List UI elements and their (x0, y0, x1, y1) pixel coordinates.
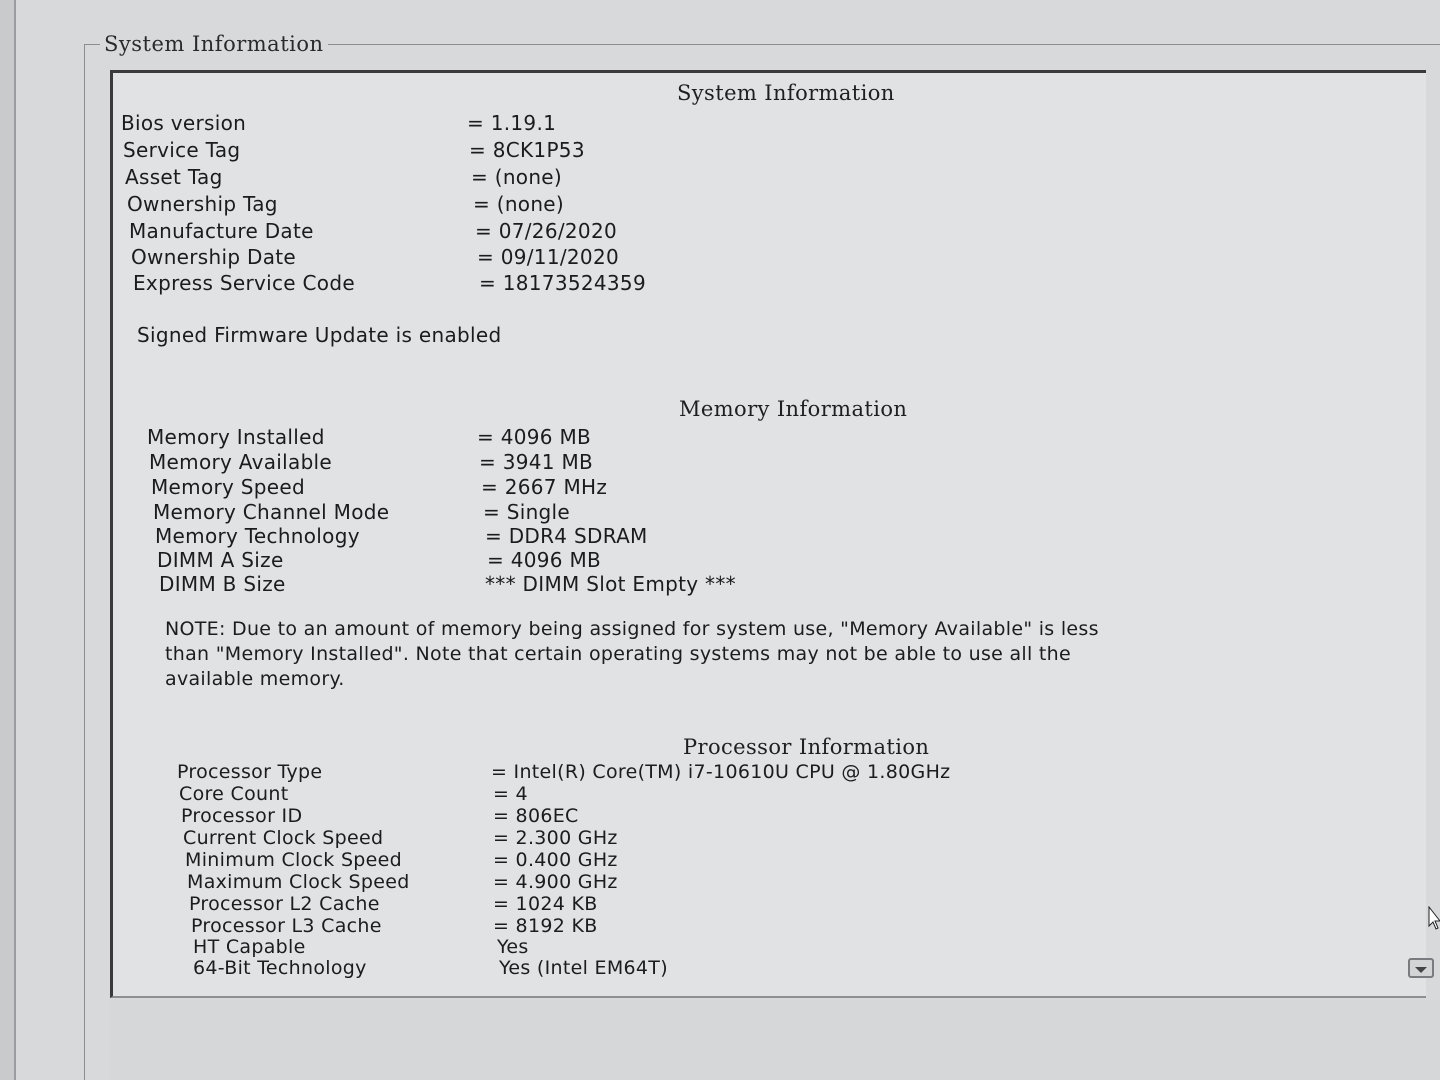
row-label: Processor L3 Cache (191, 915, 382, 937)
row-label: Memory Installed (147, 425, 325, 449)
row-label: Express Service Code (133, 271, 355, 295)
row-value: = 18173524359 (479, 271, 646, 295)
system-row-ownership-tag (127, 192, 565, 216)
processor-row-max-clock (187, 871, 618, 893)
row-label: Memory Available (149, 450, 333, 474)
row-label: Ownership Tag (127, 192, 278, 216)
group-title: System Information (100, 32, 328, 56)
row-value: = 1024 KB (493, 893, 598, 915)
mouse-pointer-icon (1428, 906, 1440, 930)
system-section-title: System Information (677, 81, 895, 105)
row-value: *** DIMM Slot Empty *** (485, 572, 736, 596)
chevron-down-icon (1414, 959, 1428, 978)
row-label: DIMM B Size (159, 572, 286, 596)
row-value: = 2.300 GHz (493, 827, 618, 849)
system-row-manufacture-date (129, 219, 617, 243)
row-value: = 0.400 GHz (493, 849, 618, 871)
row-label: Processor Type (177, 761, 323, 783)
row-value: = 806EC (493, 805, 579, 827)
processor-row-type (177, 761, 951, 783)
row-value: = Single (483, 500, 570, 524)
row-label: DIMM A Size (157, 548, 284, 572)
row-label: 64-Bit Technology (193, 957, 367, 979)
memory-row-speed (151, 475, 608, 499)
row-value: = (none) (473, 192, 565, 216)
note-line: NOTE: Due to an amount of memory being assigned for system use, "Memory Available" is less (165, 618, 1099, 640)
row-value: = 4096 MB (477, 425, 592, 449)
left-rail (0, 0, 16, 1080)
processor-row-ht-capable (193, 936, 529, 958)
row-label: Manufacture Date (129, 219, 314, 243)
memory-row-channel-mode (153, 500, 570, 524)
row-label: Maximum Clock Speed (187, 871, 410, 893)
row-value: Yes (497, 936, 529, 958)
row-value: Yes (Intel EM64T) (499, 957, 668, 979)
system-row-ownership-date (131, 245, 619, 269)
processor-row-id (181, 805, 579, 827)
row-value: = 09/11/2020 (477, 245, 619, 269)
row-value: = 3941 MB (479, 450, 594, 474)
row-label: Memory Speed (151, 475, 305, 499)
processor-row-core-count (179, 783, 528, 805)
note-line: than "Memory Installed". Note that certain operating systems may not be able to use all the (165, 643, 1071, 665)
row-value: = 8192 KB (493, 915, 598, 937)
row-value: = (none) (471, 165, 563, 189)
row-label: Memory Channel Mode (153, 500, 390, 524)
memory-row-dimm-b (159, 572, 736, 596)
memory-row-available (149, 450, 594, 474)
row-label: Core Count (179, 783, 289, 805)
row-label: Asset Tag (125, 165, 223, 189)
row-label: Minimum Clock Speed (185, 849, 403, 871)
processor-section-title: Processor Information (683, 735, 930, 759)
bottom-area (110, 1000, 1440, 1080)
system-row-asset-tag (125, 165, 563, 189)
system-row-express-service-code (133, 271, 646, 295)
memory-note (165, 617, 1285, 692)
processor-row-min-clock (185, 849, 618, 871)
row-value: = 4096 MB (487, 548, 602, 572)
note-line: available memory. (165, 668, 345, 690)
processor-row-l2-cache (189, 893, 598, 915)
row-label: Service Tag (123, 138, 241, 162)
row-value: = 1.19.1 (467, 111, 557, 135)
system-row-service-tag (123, 138, 585, 162)
system-info-panel[interactable] (110, 70, 1426, 998)
row-value: = 2667 MHz (481, 475, 608, 499)
row-value: = DDR4 SDRAM (485, 524, 648, 548)
row-label: Current Clock Speed (183, 827, 384, 849)
processor-row-current-clock (183, 827, 618, 849)
row-value: = 4 (493, 783, 528, 805)
system-row-bios-version (121, 111, 557, 135)
processor-row-64bit (193, 957, 668, 979)
row-value: = 4.900 GHz (493, 871, 618, 893)
row-label: Processor ID (181, 805, 303, 827)
row-label: Ownership Date (131, 245, 297, 269)
row-value: = 07/26/2020 (475, 219, 617, 243)
processor-row-l3-cache (191, 915, 598, 937)
memory-row-technology (155, 524, 648, 548)
row-value: = Intel(R) Core(TM) i7-10610U CPU @ 1.80GHz (491, 761, 951, 783)
firmware-update-status: Signed Firmware Update is enabled (137, 323, 502, 347)
memory-row-dimm-a (157, 548, 602, 572)
row-label: HT Capable (193, 936, 306, 958)
row-label: Memory Technology (155, 524, 360, 548)
memory-section-title: Memory Information (679, 397, 908, 421)
row-value: = 8CK1P53 (469, 138, 585, 162)
scroll-down-button[interactable] (1408, 958, 1434, 978)
memory-row-installed (147, 425, 592, 449)
row-label: Bios version (121, 111, 247, 135)
row-label: Processor L2 Cache (189, 893, 380, 915)
